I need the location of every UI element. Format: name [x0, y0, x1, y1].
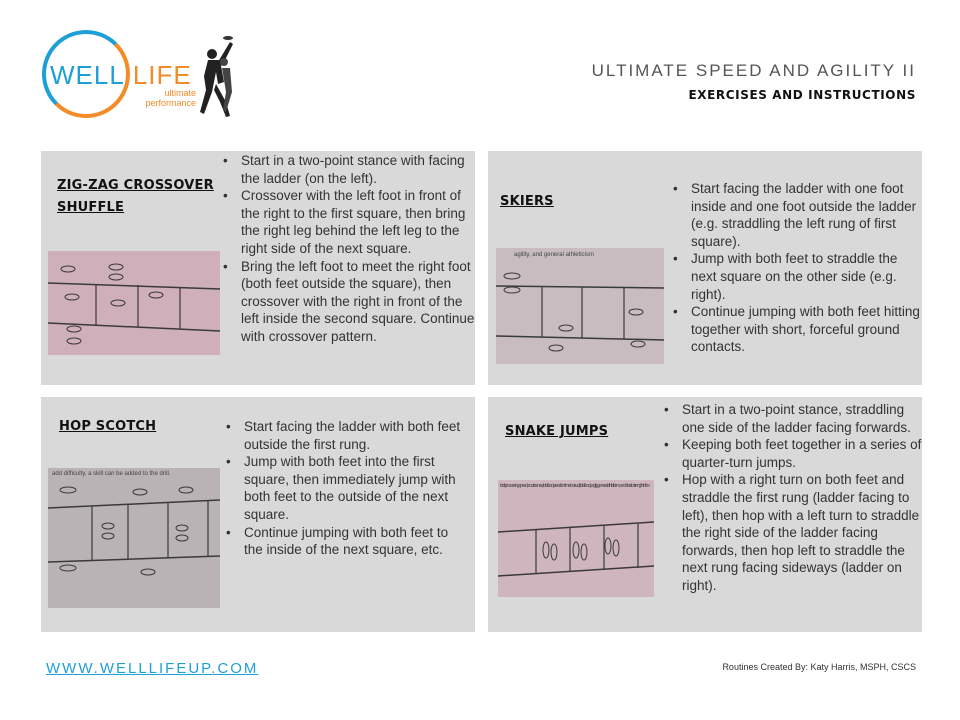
author-credit: Routines Created By: Katy Harris, MSPH, CSCS [722, 662, 916, 672]
instruction-list [224, 418, 469, 559]
logo-tagline [126, 88, 196, 108]
ladder-diagram [496, 248, 664, 364]
exercise-title-line2: SHUFFLE [57, 200, 125, 215]
logo-wordmark [50, 60, 192, 91]
instruction-item: • Start facing the ladder with both feet outside the first rung. [224, 418, 469, 453]
exercise-panel-zigzag [41, 151, 475, 385]
image-caption: total processing speed, court sense, total-body reaction time to visual, total-body agility, general athleticism, and elastic strength to the [500, 483, 650, 489]
exercise-panel-snakejumps [488, 397, 922, 632]
logo-tagline-line1: ultimate [164, 88, 196, 98]
instruction-item: • Continue jumping with both feet to the inside of the next square, etc. [224, 524, 469, 559]
page-title: ULTIMATE SPEED AND AGILITY II [591, 61, 916, 80]
exercise-title-line1: HOP SCOTCH [59, 419, 157, 434]
ladder-diagram [48, 251, 220, 355]
ladder-diagram-photo [48, 468, 220, 608]
instruction-item: • Crossover with the left foot in front of the right to the first square, then bring the right leg behind the left leg to the right side of the next square. [221, 187, 475, 257]
exercise-title [59, 416, 156, 438]
ladder-diagram-photo [496, 248, 664, 364]
instruction-item: • Start facing the ladder with one foot inside and one foot outside the ladder (e.g. straddling the left rung of first square). [671, 180, 923, 250]
ladder-diagram [48, 468, 220, 608]
instruction-item: • Jump with both feet into the first square, then immediately jump with both feet to the outside of the next square. [224, 453, 469, 523]
ladder-diagram-photo [48, 251, 220, 355]
instruction-item: • Start in a two-point stance, straddling one side of the ladder facing forwards. [662, 401, 922, 436]
website-link[interactable]: WWW.WELLLIFEUP.COM [46, 660, 259, 677]
instruction-list [662, 401, 922, 595]
exercise-panel-hopscotch [41, 397, 475, 632]
instruction-item: • Bring the left foot to meet the right foot (both feet outside the square), then crossover with the right in front of the left inside the second square. Continue with crossover pattern. [221, 258, 475, 346]
instruction-item: • Start in a two-point stance with facing the ladder (on the left). [221, 152, 475, 187]
image-caption: add difficulty, a skill can be added to the drill. [52, 471, 171, 477]
exercise-title [57, 175, 214, 219]
instruction-list [671, 180, 923, 356]
image-caption: agility, and general athleticism [514, 252, 594, 258]
instruction-item: • Continue jumping with both feet hitting together with short, forceful ground contacts. [671, 303, 923, 356]
athlete-silhouette-icon [190, 32, 240, 118]
logo-tagline-line2: performance [145, 98, 196, 108]
exercise-title [505, 421, 608, 443]
ladder-diagram-photo [498, 480, 654, 597]
ladder-diagram [498, 480, 654, 597]
exercise-panel-skiers [488, 151, 922, 385]
logo-life-text: LIFE [132, 60, 192, 90]
logo-well-text: WELL [50, 60, 125, 90]
exercise-title-line1: ZIG-ZAG CROSSOVER [57, 178, 214, 193]
exercise-title-line1: SNAKE JUMPS [505, 424, 609, 439]
instruction-item: • Hop with a right turn on both feet and straddle the first rung (ladder facing to left), then hop with a left turn to straddle the right side of the ladder facing forwards, then hop left to straddle the next rung facing sideways (ladder on right). [662, 471, 922, 594]
instruction-item: • Keeping both feet together in a series of quarter-turn jumps. [662, 436, 922, 471]
instruction-list [221, 152, 475, 346]
exercise-title-line1: SKIERS [500, 194, 554, 209]
wellife-logo [40, 30, 240, 120]
instruction-item: • Jump with both feet to straddle the next square on the other side (e.g. right). [671, 250, 923, 303]
page-subtitle: EXERCISES AND INSTRUCTIONS [688, 88, 916, 102]
exercise-title [500, 191, 554, 213]
